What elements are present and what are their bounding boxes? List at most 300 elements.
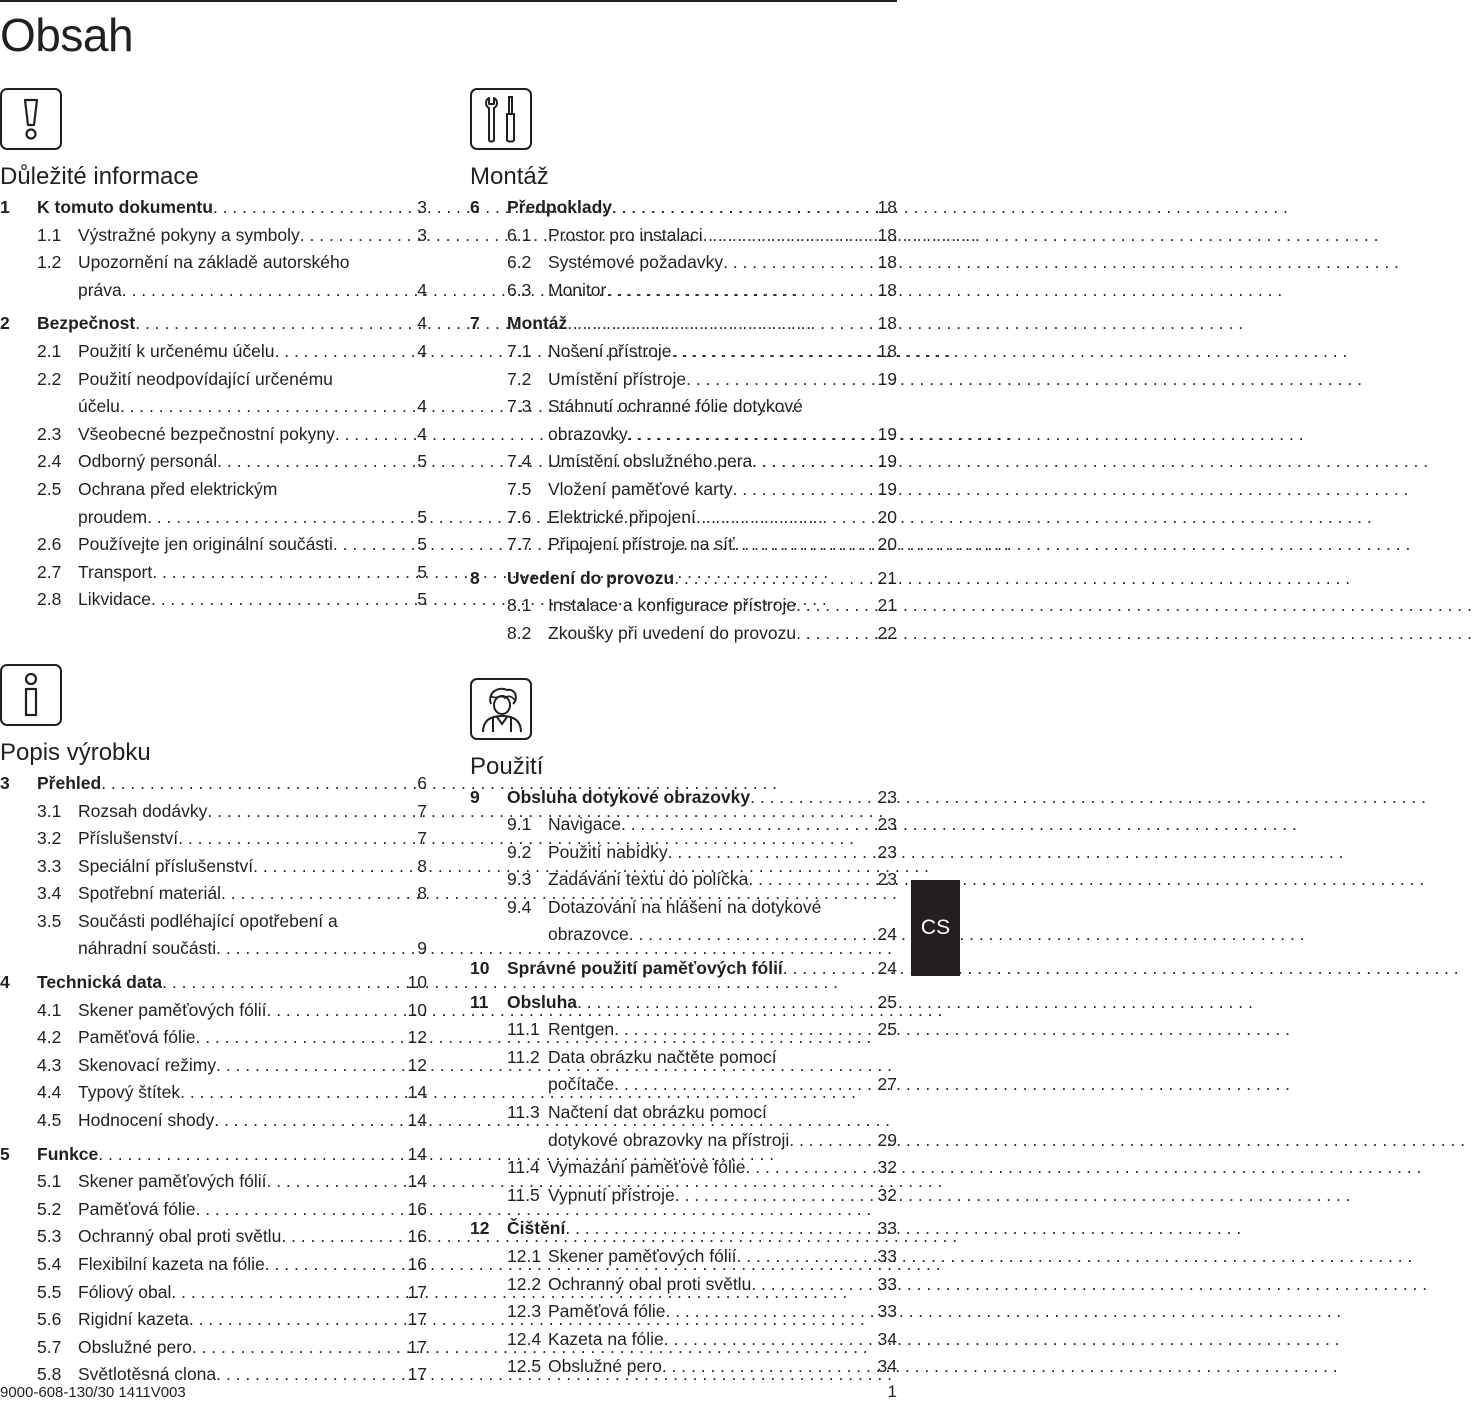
subsection-title: Rozsah dodávky xyxy=(78,800,208,821)
subsection-number: 12.2 xyxy=(507,1273,542,1294)
subsection-entry[interactable] xyxy=(470,1353,897,1381)
subsection-page: 17 xyxy=(407,1309,427,1330)
subsection-title: Používejte jen originální součásti xyxy=(78,534,333,555)
subsection-page: 17 xyxy=(407,1281,427,1302)
chapter-entry[interactable] xyxy=(470,565,897,593)
subsection-page: 33 xyxy=(877,1301,897,1322)
toc-chapter xyxy=(470,955,897,983)
subsection-entry[interactable] xyxy=(0,366,427,394)
subsection-entry[interactable] xyxy=(0,531,427,559)
toc-chapter xyxy=(0,969,427,1135)
subsection-number: 4.5 xyxy=(37,1110,62,1131)
dot-leader xyxy=(736,1243,873,1271)
subsection-number: 9.4 xyxy=(507,896,532,917)
chapter-entry[interactable] xyxy=(470,989,897,1017)
subsection-entry[interactable] xyxy=(470,1044,897,1072)
toc-right-column xyxy=(470,88,897,1407)
chapter-page: 14 xyxy=(407,1143,427,1164)
chapter-entry[interactable] xyxy=(0,969,427,997)
subsection-title: Transport xyxy=(78,561,153,582)
subsection-entry[interactable] xyxy=(0,393,427,421)
dot-leader xyxy=(621,811,874,839)
subsection-entry[interactable] xyxy=(0,997,427,1025)
subsection-title: Použití neodpovídající určenému xyxy=(78,368,333,389)
dot-leader xyxy=(151,586,413,614)
subsection-page: 34 xyxy=(877,1328,897,1349)
chapter-entry[interactable] xyxy=(0,1141,427,1169)
subsection-entry[interactable] xyxy=(0,1079,427,1107)
subsection-entry[interactable] xyxy=(470,811,897,839)
subsection-page: 16 xyxy=(407,1226,427,1247)
subsection-title: Data obrázku načtěte pomocí xyxy=(548,1046,777,1067)
subsection-entry[interactable] xyxy=(470,1271,897,1299)
subsection-page: 8 xyxy=(417,855,427,876)
subsection-page: 19 xyxy=(877,368,897,389)
subsection-entry[interactable] xyxy=(470,866,897,894)
subsection-title: Vymazání paměťové fólie xyxy=(548,1157,746,1178)
subsection-entry[interactable] xyxy=(470,1099,897,1127)
dot-leader xyxy=(686,366,873,394)
subsection-number: 4.3 xyxy=(37,1054,62,1075)
subsection-entry[interactable] xyxy=(470,277,897,305)
subsection-entry[interactable] xyxy=(0,277,427,305)
subsection-entry[interactable] xyxy=(0,559,427,587)
page-number: 1 xyxy=(887,1382,897,1401)
subsection-entry[interactable] xyxy=(0,504,427,532)
subsection-title: Odborný personál xyxy=(78,451,218,472)
dot-leader xyxy=(195,1196,403,1224)
subsection-number: 7.1 xyxy=(507,340,532,361)
subsection-title: práva xyxy=(78,279,122,300)
dot-leader xyxy=(675,1182,874,1210)
subsection-page: 20 xyxy=(877,506,897,527)
subsection-page: 23 xyxy=(877,814,897,835)
subsection-page: 9 xyxy=(417,938,427,959)
dot-leader xyxy=(147,504,413,532)
subsection-entry[interactable] xyxy=(0,1196,427,1224)
subsection-number: 9.1 xyxy=(507,814,532,835)
chapter-number: 4 xyxy=(0,972,10,993)
subsection-number: 2.5 xyxy=(37,478,62,499)
subsection-entry[interactable] xyxy=(470,1326,897,1354)
top-rule xyxy=(0,0,897,2)
subsection-entry[interactable] xyxy=(0,908,427,936)
subsection-number: 6.2 xyxy=(507,252,532,273)
subsection-entry[interactable] xyxy=(0,1251,427,1279)
subsection-title: Paměťová fólie xyxy=(78,1027,196,1048)
subsection-entry[interactable] xyxy=(0,448,427,476)
section-heading: Montáž xyxy=(470,163,549,190)
subsection-entry[interactable] xyxy=(470,839,897,867)
subsection-entry[interactable] xyxy=(0,935,427,963)
subsection-entry[interactable] xyxy=(0,853,427,881)
subsection-number: 3.3 xyxy=(37,855,62,876)
subsection-number: 8.1 xyxy=(507,595,532,616)
chapter-number: 10 xyxy=(470,958,490,979)
subsection-title: Speciální příslušenství xyxy=(78,855,254,876)
document-code: 9000-608-130/30 1411V003 xyxy=(0,1384,186,1401)
subsection-page: 8 xyxy=(417,883,427,904)
dot-leader xyxy=(214,1107,403,1135)
subsection-page: 25 xyxy=(877,1019,897,1040)
section-heading: Použití xyxy=(470,752,544,780)
chapter-page: 4 xyxy=(417,313,427,334)
toc-left-column xyxy=(0,88,427,1415)
subsection-title: Monitor xyxy=(548,279,607,300)
subsection-entry[interactable] xyxy=(470,504,897,532)
subsection-title: Ochrana před elektrickým xyxy=(78,478,278,499)
subsection-entry[interactable] xyxy=(470,1298,897,1326)
subsection-entry[interactable] xyxy=(0,1052,427,1080)
chapter-page: 18 xyxy=(877,313,897,334)
subsection-entry[interactable] xyxy=(470,921,897,949)
subsection-entry[interactable] xyxy=(470,1154,897,1182)
dot-leader xyxy=(300,222,414,250)
subsection-number: 7.7 xyxy=(507,534,532,555)
subsection-number: 5.7 xyxy=(37,1336,62,1357)
subsection-entry[interactable] xyxy=(0,1279,427,1307)
dot-leader xyxy=(789,1127,873,1155)
subsection-title: Výstražné pokyny a symboly xyxy=(78,224,300,245)
subsection-title: proudem xyxy=(78,506,148,527)
dot-leader xyxy=(98,1141,403,1169)
dot-leader xyxy=(266,1168,403,1196)
subsection-title: Vložení paměťové karty xyxy=(548,478,733,499)
subsection-entry[interactable] xyxy=(0,586,427,614)
subsection-page: 33 xyxy=(877,1273,897,1294)
subsection-page: 4 xyxy=(417,340,427,361)
dot-leader xyxy=(783,955,874,983)
chapter-page: 18 xyxy=(877,197,897,217)
dot-leader xyxy=(735,531,874,559)
dot-leader xyxy=(606,277,873,305)
subsection-number: 12.3 xyxy=(507,1301,542,1322)
subsection-entry[interactable] xyxy=(0,476,427,504)
chapter-number: 5 xyxy=(0,1143,10,1164)
subsection-page: 5 xyxy=(417,561,427,582)
subsection-entry[interactable] xyxy=(0,1168,427,1196)
dot-leader xyxy=(266,997,403,1025)
subsection-page: 23 xyxy=(877,869,897,890)
dot-leader xyxy=(733,476,874,504)
subsection-entry[interactable] xyxy=(470,338,897,366)
dot-leader xyxy=(628,421,874,449)
subsection-entry[interactable] xyxy=(470,620,897,648)
chapter-page: 25 xyxy=(877,991,897,1012)
toc-chapter xyxy=(470,989,897,1210)
subsection-page: 3 xyxy=(417,224,427,245)
subsection-page: 33 xyxy=(877,1246,897,1266)
chapter-number: 9 xyxy=(470,786,480,807)
language-tab: CS xyxy=(911,880,960,976)
subsection-entry[interactable] xyxy=(470,1071,897,1099)
chapter-entry[interactable] xyxy=(470,310,897,338)
subsection-title: Načtení dat obrázku pomocí xyxy=(548,1102,767,1123)
toc-section xyxy=(470,678,897,1381)
dot-leader xyxy=(253,853,413,881)
subsection-number: 4.2 xyxy=(37,1027,62,1048)
dot-leader xyxy=(665,1298,873,1326)
subsection-entry[interactable] xyxy=(0,1024,427,1052)
subsection-title: Rentgen xyxy=(548,1019,615,1040)
info-icon xyxy=(21,672,41,718)
subsection-number: 5.6 xyxy=(37,1309,62,1330)
chapter-page: 33 xyxy=(877,1218,897,1239)
subsection-entry[interactable] xyxy=(470,1016,897,1044)
dot-leader xyxy=(178,825,413,853)
toc-chapter xyxy=(470,784,897,950)
dot-leader xyxy=(796,620,873,648)
subsection-entry[interactable] xyxy=(470,1182,897,1210)
toc-chapter xyxy=(470,1215,897,1381)
subsection-number: 2.6 xyxy=(37,534,62,555)
chapter-entry[interactable] xyxy=(470,955,897,983)
dot-leader xyxy=(171,1279,403,1307)
subsection-title: Instalace a konfigurace přístroje xyxy=(548,595,797,616)
subsection-entry[interactable] xyxy=(470,531,897,559)
subsection-number: 7.3 xyxy=(507,396,532,417)
subsection-entry[interactable] xyxy=(470,249,897,277)
dot-leader xyxy=(703,222,874,250)
section-heading: Důležité informace xyxy=(0,163,199,190)
chapter-title: Funkce xyxy=(37,1143,99,1164)
subsection-page: 14 xyxy=(407,1171,427,1192)
subsection-title: Skener paměťových fólií xyxy=(78,999,267,1020)
subsection-number: 1.2 xyxy=(37,252,62,273)
subsection-entry[interactable] xyxy=(470,448,897,476)
chapter-number: 7 xyxy=(470,313,480,334)
subsection-title: Stáhnutí ochranné fólie dotykové xyxy=(548,396,803,417)
subsection-title: Příslušenství xyxy=(78,828,179,849)
dot-leader xyxy=(614,1071,873,1099)
section-icon-box xyxy=(0,88,62,150)
subsection-page: 4 xyxy=(417,396,427,417)
subsection-page: 12 xyxy=(407,1027,427,1048)
subsection-number: 7.2 xyxy=(507,368,532,389)
dot-leader xyxy=(746,1154,874,1182)
subsection-entry[interactable] xyxy=(470,222,897,250)
subsection-page: 24 xyxy=(877,924,897,945)
toc-chapter xyxy=(0,770,427,963)
subsection-entry[interactable] xyxy=(0,249,427,277)
subsection-page: 17 xyxy=(407,1364,427,1385)
subsection-title: Použití k určenému účelu xyxy=(78,340,275,361)
chapter-title: Správné použití paměťových fólií xyxy=(507,958,783,979)
section-icon-box xyxy=(470,678,532,740)
subsection-title: Nošení přístroje xyxy=(548,340,672,361)
toc-section xyxy=(470,88,897,648)
subsection-entry[interactable] xyxy=(0,1107,427,1135)
subsection-title: Paměťová fólie xyxy=(548,1301,666,1322)
subsection-number: 5.3 xyxy=(37,1226,62,1247)
chapter-entry[interactable] xyxy=(470,784,897,812)
subsection-page: 34 xyxy=(877,1356,897,1377)
chapter-entry[interactable] xyxy=(0,194,427,222)
chapter-entry[interactable] xyxy=(470,194,897,222)
subsection-entry[interactable] xyxy=(0,825,427,853)
dot-leader xyxy=(265,1251,404,1279)
subsection-number: 2.7 xyxy=(37,561,62,582)
chapter-title: Obsluha xyxy=(507,991,578,1012)
subsection-number: 4.1 xyxy=(37,999,62,1020)
dot-leader xyxy=(577,989,874,1017)
subsection-title: Fóliový obal xyxy=(78,1281,172,1302)
subsection-title: Obslužné pero xyxy=(78,1336,192,1357)
subsection-entry[interactable] xyxy=(470,1243,897,1271)
subsection-entry[interactable] xyxy=(0,798,427,826)
chapter-number: 2 xyxy=(0,313,10,334)
subsection-page: 19 xyxy=(877,478,897,499)
subsection-title: Světlotěsná clona xyxy=(78,1364,217,1385)
subsection-page: 7 xyxy=(417,800,427,821)
subsection-page: 16 xyxy=(407,1254,427,1274)
subsection-number: 12.5 xyxy=(507,1356,542,1377)
dot-leader xyxy=(614,1016,873,1044)
tools-icon xyxy=(481,94,521,144)
dot-leader xyxy=(748,866,873,894)
dot-leader xyxy=(216,1052,403,1080)
chapter-page: 23 xyxy=(877,786,897,807)
subsection-title: Součásti podléhající opotřebení a xyxy=(78,910,338,931)
subsection-page: 18 xyxy=(877,252,897,273)
subsection-number: 11.3 xyxy=(507,1102,540,1123)
section-heading: Popis výrobku xyxy=(0,738,151,766)
subsection-title: Umístění obslužného pera xyxy=(548,451,753,472)
subsection-title: Elektrické připojení xyxy=(548,506,696,527)
subsection-title: obrazovky xyxy=(548,423,628,444)
subsection-title: Kazeta na fólie xyxy=(548,1328,664,1349)
chapter-entry[interactable] xyxy=(0,770,427,798)
dot-leader xyxy=(750,784,873,812)
subsection-page: 19 xyxy=(877,423,897,444)
subsection-page: 18 xyxy=(877,279,897,300)
dot-leader xyxy=(122,277,413,305)
subsection-entry[interactable] xyxy=(0,1306,427,1334)
subsection-number: 2.2 xyxy=(37,368,62,389)
chapter-entry[interactable] xyxy=(470,1215,897,1243)
subsection-page: 4 xyxy=(417,279,427,300)
subsection-entry[interactable] xyxy=(0,1223,427,1251)
subsection-title: Typový štítek xyxy=(78,1082,181,1103)
subsection-entry[interactable] xyxy=(0,421,427,449)
chapter-title: Bezpečnost xyxy=(37,313,136,334)
subsection-entry[interactable] xyxy=(470,1127,897,1155)
section-icon-box xyxy=(470,88,532,150)
subsection-title: Likvidace xyxy=(78,589,151,610)
subsection-page: 18 xyxy=(877,340,897,361)
subsection-number: 7.6 xyxy=(507,506,532,527)
dot-leader xyxy=(335,421,413,449)
subsection-number: 5.4 xyxy=(37,1254,62,1274)
subsection-entry[interactable] xyxy=(470,894,897,922)
chapter-title: Technická data xyxy=(37,972,163,993)
subsection-entry[interactable] xyxy=(470,421,897,449)
dot-leader xyxy=(217,448,413,476)
subsection-page: 20 xyxy=(877,534,897,555)
subsection-entry[interactable] xyxy=(470,366,897,394)
user-icon xyxy=(477,684,525,734)
subsection-number: 5.2 xyxy=(37,1198,62,1219)
chapter-page: 6 xyxy=(417,772,427,793)
subsection-title: účelu xyxy=(78,396,120,417)
subsection-title: Zadávání textu do políčka xyxy=(548,869,749,890)
subsection-title: Spotřební materiál xyxy=(78,883,221,904)
dot-leader xyxy=(662,1353,874,1381)
subsection-page: 12 xyxy=(407,1054,427,1075)
subsection-number: 5.8 xyxy=(37,1364,62,1385)
subsection-number: 1.1 xyxy=(37,224,62,245)
chapter-page: 24 xyxy=(877,958,897,979)
dot-leader xyxy=(152,559,413,587)
dot-leader xyxy=(668,839,874,867)
chapter-entry[interactable] xyxy=(0,310,427,338)
chapter-page: 10 xyxy=(407,972,427,993)
subsection-title: Vypnutí přístroje xyxy=(548,1184,675,1205)
dot-leader xyxy=(135,310,413,338)
subsection-page: 10 xyxy=(407,999,427,1020)
subsection-number: 2.4 xyxy=(37,451,62,472)
subsection-number: 12.1 xyxy=(507,1246,542,1266)
subsection-page: 5 xyxy=(417,506,427,527)
toc-chapter xyxy=(470,194,897,304)
chapter-title: Uvedení do provozu xyxy=(507,567,675,588)
dot-leader xyxy=(216,935,413,963)
subsection-entry[interactable] xyxy=(0,880,427,908)
subsection-number: 8.2 xyxy=(507,622,532,643)
subsection-page: 5 xyxy=(417,589,427,610)
toc-chapter xyxy=(470,565,897,648)
subsection-number: 6.1 xyxy=(507,224,532,245)
subsection-page: 32 xyxy=(877,1157,897,1178)
chapter-number: 12 xyxy=(470,1218,490,1239)
subsection-number: 3.5 xyxy=(37,910,62,931)
dot-leader xyxy=(333,531,413,559)
dot-leader xyxy=(195,1024,403,1052)
subsection-page: 22 xyxy=(877,622,897,643)
subsection-entry[interactable] xyxy=(470,476,897,504)
subsection-page: 29 xyxy=(877,1129,897,1150)
subsection-number: 2.8 xyxy=(37,589,62,610)
subsection-number: 11.5 xyxy=(507,1184,540,1205)
dot-leader xyxy=(751,1271,873,1299)
subsection-entry[interactable] xyxy=(470,393,897,421)
subsection-title: Použití nabídky xyxy=(548,841,668,862)
dot-leader xyxy=(664,1326,874,1354)
subsection-entry[interactable] xyxy=(0,222,427,250)
subsection-title: Zkoušky při uvedení do provozu xyxy=(548,622,797,643)
subsection-title: počítače xyxy=(548,1074,615,1095)
subsection-entry[interactable] xyxy=(0,1334,427,1362)
subsection-title: Skenovací režimy xyxy=(78,1054,217,1075)
subsection-title: Paměťová fólie xyxy=(78,1198,196,1219)
subsection-number: 4.4 xyxy=(37,1082,62,1103)
subsection-entry[interactable] xyxy=(470,592,897,620)
chapter-number: 1 xyxy=(0,197,10,217)
subsection-number: 3.2 xyxy=(37,828,62,849)
subsection-title: Všeobecné bezpečnostní pokyny xyxy=(78,423,335,444)
subsection-title: náhradní součásti xyxy=(78,938,217,959)
subsection-page: 23 xyxy=(877,841,897,862)
subsection-entry[interactable] xyxy=(0,338,427,366)
dot-leader xyxy=(216,1361,403,1389)
chapter-title: Montáž xyxy=(507,313,568,334)
subsection-page: 17 xyxy=(407,1336,427,1357)
dot-leader xyxy=(696,504,874,532)
subsection-title: Flexibilní kazeta na fólie xyxy=(78,1254,265,1274)
subsection-title: Systémové požadavky xyxy=(548,252,724,273)
dot-leader xyxy=(281,1223,403,1251)
subsection-page: 5 xyxy=(417,451,427,472)
